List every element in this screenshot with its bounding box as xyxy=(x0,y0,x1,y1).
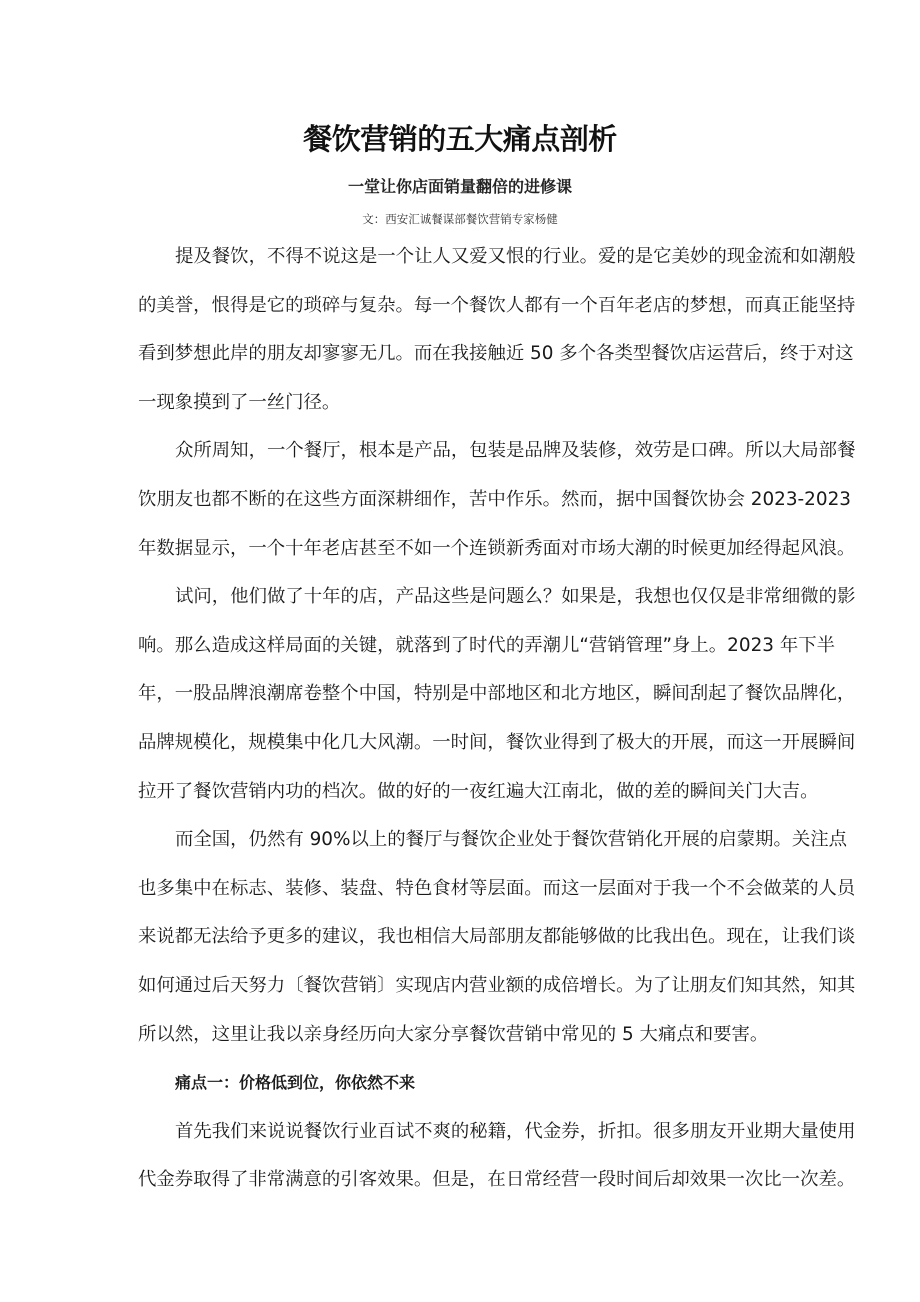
text-line: 年，一股品牌浪潮席卷整个中国，特别是中部地区和北方地区，瞬间刮起了餐饮品牌化， xyxy=(138,683,856,705)
text-line: 响。那么造成这样局面的关键，就落到了时代的弄潮儿“营销管理”身上。2023 年下半 xyxy=(138,634,835,656)
paragraph xyxy=(138,582,856,825)
text-line: 提及餐饮，不得不说这是一个让人又爱又恨的行业。爱的是它美妙的现金流和如潮般 xyxy=(175,246,856,267)
paragraph xyxy=(138,1117,856,1214)
document-subtitle: 一堂让你店面销量翻倍的进修课 xyxy=(347,177,572,196)
document-title: 餐饮营销的五大痛点剖析 xyxy=(303,122,617,156)
text-line: 年数据显示，一个十年老店甚至不如一个连锁新秀面对市场大潮的时候更加经得起风浪。 xyxy=(138,537,856,559)
paragraph xyxy=(138,242,856,436)
text-line: 如何通过后天努力〔餐饮营销〕实现店内营业额的成倍增长。为了让朋友们知其然，知其 xyxy=(138,974,856,996)
paragraph xyxy=(138,436,856,582)
text-line: 品牌规模化，规模集中化几大风潮。一时间，餐饮业得到了极大的开展，而这一开展瞬间 xyxy=(138,731,856,753)
document-body xyxy=(138,242,856,1214)
text-line: 饮朋友也都不断的在这些方面深耕细作，苦中作乐。然而，据中国餐饮协会 2023-2023 xyxy=(138,488,851,510)
text-line: 一现象摸到了一丝门径。 xyxy=(138,391,341,413)
text-line: 看到梦想此岸的朋友却寥寥无几。而在我接触近 50 多个各类型餐饮店运营后，终于对这 xyxy=(138,343,854,365)
text-line: 所以然，这里让我以亲身经历向大家分享餐饮营销中常见的 5 大痛点和要害。 xyxy=(138,1023,769,1045)
text-line: 试问，他们做了十年的店，产品这些是问题么？如果是，我想也仅仅是非常细微的影 xyxy=(175,586,856,608)
paragraph xyxy=(138,825,856,1068)
text-line: 拉开了餐饮营销内功的档次。做的好的一夜红遍大江南北，做的差的瞬间关门大吉。 xyxy=(138,780,819,802)
text-line: 而全国，仍然有 90%以上的餐厅与餐饮企业处于餐饮营销化开展的启蒙期。关注点 xyxy=(175,829,848,851)
section-heading: 痛点一：价格低到位，你依然不来 xyxy=(175,1073,416,1093)
text-line: 首先我们来说说餐饮行业百试不爽的秘籍，代金券，折扣。很多朋友开业期大量使用 xyxy=(175,1120,856,1142)
text-line: 的美誉，恨得是它的琐碎与复杂。每一个餐饮人都有一个百年老店的梦想，而真正能坚持 xyxy=(138,294,856,316)
author-byline: 文：西安汇诚餐谋部餐饮营销专家杨健 xyxy=(362,212,558,226)
text-line: 众所周知，一个餐厅，根本是产品，包装是品牌及装修，效劳是口碑。所以大局部餐 xyxy=(175,440,856,462)
text-line: 也多集中在标志、装修、装盘、特色食材等层面。而这一层面对于我一个不会做菜的人员 xyxy=(138,877,856,899)
text-line: 代金券取得了非常满意的引客效果。但是，在日常经营一段时间后却效果一次比一次差。 xyxy=(138,1169,856,1191)
text-line: 来说都无法给予更多的建议，我也相信大局部朋友都能够做的比我出色。现在，让我们谈 xyxy=(138,926,856,948)
